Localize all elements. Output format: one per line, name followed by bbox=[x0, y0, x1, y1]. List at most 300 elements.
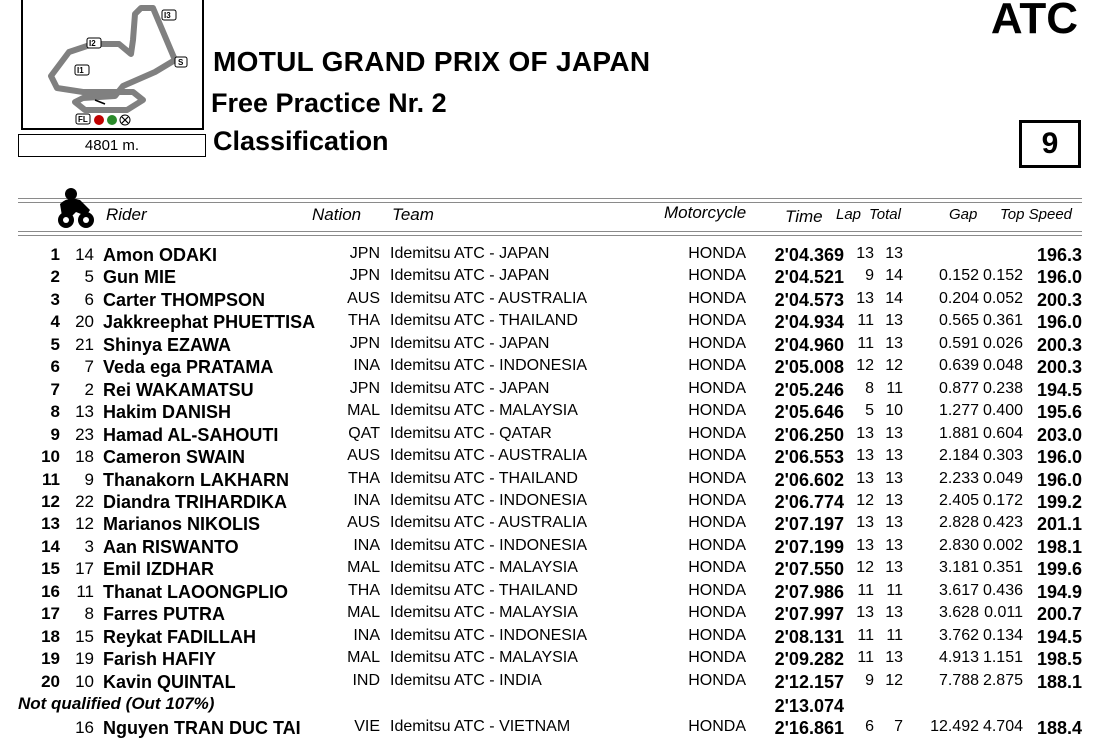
table-row bbox=[0, 492, 1100, 514]
gap-to-previous-cell: 0.400 bbox=[982, 402, 1023, 420]
position-cell: 13 bbox=[41, 514, 60, 534]
header-rule-top-1 bbox=[18, 198, 1082, 199]
table-row bbox=[0, 537, 1100, 559]
rider-number-cell: 5 bbox=[84, 267, 94, 287]
rider-number-cell: 12 bbox=[75, 514, 94, 534]
gap-to-leader-cell: 0.565 bbox=[938, 312, 979, 330]
total-laps-cell: 13 bbox=[885, 514, 903, 532]
motorcycle-cell: HONDA bbox=[688, 469, 746, 487]
table-row bbox=[0, 335, 1100, 357]
rider-number-cell: 10 bbox=[75, 671, 94, 691]
best-lap-cell: 11 bbox=[857, 581, 874, 599]
gap-to-leader-cell: 2.828 bbox=[938, 514, 979, 532]
gap-to-leader-cell: 1.277 bbox=[938, 402, 979, 420]
table-row bbox=[0, 470, 1100, 492]
best-lap-cell: 8 bbox=[865, 379, 874, 397]
best-lap-cell: 13 bbox=[856, 536, 874, 554]
rider-name-cell: Thanat LAOONGPLIO bbox=[103, 581, 289, 602]
top-speed-cell: 196.0 bbox=[1036, 447, 1082, 468]
column-time: Time bbox=[785, 207, 823, 226]
top-speed-cell: 200.3 bbox=[1036, 357, 1082, 378]
motorcycle-cell: HONDA bbox=[688, 267, 746, 285]
track-map-drawing bbox=[23, 0, 202, 128]
nation-cell: MAL bbox=[347, 604, 380, 622]
team-cell: Idemitsu ATC - INDONESIA bbox=[390, 626, 588, 644]
series-name: ATC bbox=[990, 0, 1078, 43]
column-team: Team bbox=[392, 205, 434, 224]
nation-cell: INA bbox=[353, 491, 380, 509]
column-motorcycle: Motorcycle bbox=[664, 203, 747, 222]
total-laps-cell: 13 bbox=[885, 469, 903, 487]
table-row bbox=[0, 718, 1100, 740]
rider-number-cell: 13 bbox=[75, 402, 94, 422]
lap-time-cell: 2'06.602 bbox=[774, 469, 844, 490]
position-cell: 7 bbox=[50, 379, 60, 399]
motorcycle-cell: HONDA bbox=[688, 424, 746, 442]
rider-name-cell: Hakim DANISH bbox=[103, 402, 232, 423]
gap-to-leader-cell: 3.762 bbox=[938, 626, 979, 644]
total-laps-cell: 11 bbox=[886, 581, 903, 599]
best-lap-cell: 13 bbox=[856, 514, 874, 532]
column-nation: Nation bbox=[312, 205, 362, 224]
best-lap-cell: 6 bbox=[865, 718, 874, 735]
position-cell: 10 bbox=[41, 447, 60, 467]
motorcycle-cell: HONDA bbox=[688, 718, 746, 735]
rider-number-cell: 6 bbox=[84, 289, 94, 309]
team-cell: Idemitsu ATC - MALAYSIA bbox=[390, 649, 578, 667]
gap-to-previous-cell: 0.152 bbox=[982, 267, 1023, 285]
gap-to-leader-cell: 0.204 bbox=[938, 289, 979, 307]
total-laps-cell: 14 bbox=[885, 267, 903, 285]
gap-to-previous-cell: 0.052 bbox=[982, 289, 1023, 307]
total-laps-cell: 11 bbox=[886, 379, 903, 397]
gap-to-previous-cell: 2.875 bbox=[982, 671, 1023, 689]
total-laps-cell: 13 bbox=[885, 245, 903, 262]
team-cell: Idemitsu ATC - JAPAN bbox=[390, 334, 550, 352]
lap-time-cell: 2'06.774 bbox=[774, 491, 844, 512]
gap-to-leader-cell: 0.639 bbox=[938, 357, 979, 375]
top-speed-cell: 200.7 bbox=[1036, 604, 1082, 625]
table-row bbox=[0, 582, 1100, 604]
motorcycle-cell: HONDA bbox=[688, 514, 746, 532]
top-speed-cell: 199.2 bbox=[1036, 491, 1082, 512]
motorcycle-cell: HONDA bbox=[688, 357, 746, 375]
best-lap-cell: 11 bbox=[857, 649, 874, 667]
total-laps-cell: 14 bbox=[885, 289, 903, 307]
table-row bbox=[0, 447, 1100, 469]
motorcycle-cell: HONDA bbox=[688, 536, 746, 554]
lap-time-cell: 2'09.282 bbox=[774, 649, 844, 670]
nation-cell: JPN bbox=[349, 379, 380, 397]
total-laps-cell: 10 bbox=[885, 402, 903, 420]
team-cell: Idemitsu ATC - JAPAN bbox=[390, 379, 550, 397]
total-laps-cell: 7 bbox=[894, 718, 903, 735]
lap-time-cell: 2'04.934 bbox=[774, 312, 844, 333]
header-rule-bottom-1 bbox=[18, 231, 1082, 232]
nation-cell: THA bbox=[348, 469, 380, 487]
team-cell: Idemitsu ATC - INDIA bbox=[390, 671, 542, 689]
team-cell: Idemitsu ATC - MALAYSIA bbox=[390, 559, 578, 577]
best-lap-cell: 11 bbox=[857, 312, 874, 330]
red-light-icon bbox=[94, 115, 104, 125]
gap-to-leader-cell: 2.830 bbox=[938, 536, 979, 554]
motorcycle-cell: HONDA bbox=[688, 289, 746, 307]
team-cell: Idemitsu ATC - MALAYSIA bbox=[390, 402, 578, 420]
nation-cell: MAL bbox=[347, 649, 380, 667]
motorcycle-cell: HONDA bbox=[688, 379, 746, 397]
nation-cell: THA bbox=[348, 312, 380, 330]
nation-cell: INA bbox=[353, 626, 380, 644]
gap-to-previous-cell: 0.002 bbox=[982, 536, 1023, 554]
top-speed-cell: 188.4 bbox=[1036, 718, 1082, 738]
best-lap-cell: 13 bbox=[856, 424, 874, 442]
lap-time-cell: 2'04.573 bbox=[774, 289, 844, 310]
top-speed-cell: 196.3 bbox=[1036, 245, 1082, 265]
best-lap-cell: 11 bbox=[857, 334, 874, 352]
rider-number-cell: 21 bbox=[75, 334, 94, 354]
rider-number-cell: 8 bbox=[84, 604, 94, 624]
event-title: MOTUL GRAND PRIX OF JAPAN bbox=[213, 46, 651, 77]
gap-to-previous-cell: 0.011 bbox=[984, 604, 1023, 622]
lap-time-cell: 2'16.861 bbox=[774, 718, 844, 738]
position-cell: 15 bbox=[41, 559, 60, 579]
table-row bbox=[0, 402, 1100, 424]
lap-time-cell: 2'05.008 bbox=[774, 357, 844, 378]
team-cell: Idemitsu ATC - THAILAND bbox=[390, 469, 578, 487]
motorcycle-cell: HONDA bbox=[688, 402, 746, 420]
best-lap-cell: 13 bbox=[856, 604, 874, 622]
nation-cell: JPN bbox=[349, 334, 380, 352]
top-speed-cell: 196.0 bbox=[1036, 267, 1082, 288]
rider-name-cell: Farish HAFIY bbox=[103, 649, 217, 670]
top-speed-cell: 203.0 bbox=[1036, 424, 1082, 445]
rider-name-cell: Aan RISWANTO bbox=[103, 536, 239, 557]
lap-time-cell: 2'12.157 bbox=[774, 671, 844, 692]
table-row bbox=[0, 357, 1100, 379]
lap-time-cell: 2'07.199 bbox=[774, 536, 844, 557]
motorcycle-rider-icon bbox=[54, 186, 98, 230]
header-rule-top-2 bbox=[18, 202, 1082, 203]
team-cell: Idemitsu ATC - THAILAND bbox=[390, 581, 578, 599]
rider-number-cell: 14 bbox=[75, 245, 94, 264]
rider-number-cell: 20 bbox=[75, 312, 94, 332]
gap-to-previous-cell: 0.238 bbox=[982, 379, 1023, 397]
table-row bbox=[0, 627, 1100, 649]
nation-cell: INA bbox=[353, 357, 380, 375]
nation-cell: VIE bbox=[354, 718, 380, 735]
gap-to-leader-cell: 7.788 bbox=[938, 671, 979, 689]
track-label-i3: I3 bbox=[164, 11, 171, 20]
lap-time-cell: 2'04.960 bbox=[774, 334, 844, 355]
track-label-i2: I2 bbox=[89, 39, 96, 48]
gap-to-leader-cell: 3.181 bbox=[938, 559, 979, 577]
total-laps-cell: 13 bbox=[885, 447, 903, 465]
team-cell: Idemitsu ATC - INDONESIA bbox=[390, 357, 588, 375]
total-laps-cell: 13 bbox=[885, 604, 903, 622]
gap-to-previous-cell: 0.303 bbox=[982, 447, 1023, 465]
motorcycle-cell: HONDA bbox=[688, 604, 746, 622]
best-lap-cell: 9 bbox=[865, 267, 874, 285]
rider-number-cell: 22 bbox=[75, 491, 94, 511]
position-cell: 1 bbox=[50, 245, 60, 264]
column-gap: Gap bbox=[949, 206, 978, 223]
rider-name-cell: Diandra TRIHARDIKA bbox=[103, 491, 288, 512]
gap-to-leader-cell: 0.152 bbox=[938, 267, 979, 285]
position-cell: 12 bbox=[41, 491, 60, 511]
team-cell: Idemitsu ATC - JAPAN bbox=[390, 267, 550, 285]
lap-time-cell: 2'07.550 bbox=[774, 559, 844, 580]
motorcycle-cell: HONDA bbox=[688, 626, 746, 644]
rider-name-cell: Jakkreephat PHUETTISA bbox=[103, 312, 316, 333]
rider-number-cell: 23 bbox=[75, 424, 94, 444]
rider-name-cell: Thanakorn LAKHARN bbox=[103, 469, 290, 490]
track-label-fl: FL bbox=[78, 115, 88, 124]
team-cell: Idemitsu ATC - THAILAND bbox=[390, 312, 578, 330]
position-cell: 20 bbox=[41, 671, 60, 691]
position-cell: 2 bbox=[50, 267, 60, 287]
total-laps-cell: 13 bbox=[885, 559, 903, 577]
rider-number-cell: 15 bbox=[75, 626, 94, 646]
lap-time-cell: 2'04.369 bbox=[774, 245, 844, 265]
lap-time-cell: 2'05.646 bbox=[774, 402, 844, 423]
gap-to-previous-cell: 0.172 bbox=[982, 491, 1023, 509]
total-laps-cell: 11 bbox=[886, 626, 903, 644]
motorcycle-cell: HONDA bbox=[688, 312, 746, 330]
rider-number-cell: 9 bbox=[84, 469, 94, 489]
best-lap-cell: 12 bbox=[856, 357, 874, 375]
position-cell: 19 bbox=[41, 649, 60, 669]
gap-to-previous-cell: 1.151 bbox=[982, 649, 1023, 667]
motorcycle-cell: HONDA bbox=[688, 334, 746, 352]
gap-to-previous-cell: 0.026 bbox=[982, 334, 1023, 352]
total-laps-cell: 13 bbox=[885, 536, 903, 554]
position-cell: 8 bbox=[50, 402, 60, 422]
motorcycle-cell: HONDA bbox=[688, 491, 746, 509]
position-cell: 5 bbox=[50, 334, 60, 354]
top-speed-cell: 194.9 bbox=[1036, 581, 1082, 602]
total-laps-cell: 12 bbox=[885, 671, 903, 689]
position-cell: 14 bbox=[41, 536, 60, 556]
total-laps-cell: 13 bbox=[885, 334, 903, 352]
table-row bbox=[0, 380, 1100, 402]
rider-name-cell: Marianos NIKOLIS bbox=[103, 514, 261, 535]
top-speed-cell: 198.5 bbox=[1036, 649, 1082, 670]
rider-name-cell: Veda ega PRATAMA bbox=[103, 357, 274, 378]
green-light-icon bbox=[107, 115, 117, 125]
rider-number-cell: 17 bbox=[75, 559, 94, 579]
nation-cell: QAT bbox=[348, 424, 380, 442]
rider-number-cell: 16 bbox=[75, 718, 94, 737]
total-laps-cell: 13 bbox=[885, 649, 903, 667]
team-cell: Idemitsu ATC - QATAR bbox=[390, 424, 552, 442]
rider-name-cell: Kavin QUINTAL bbox=[103, 671, 236, 692]
lap-time-cell: 2'06.250 bbox=[774, 424, 844, 445]
nation-cell: JPN bbox=[349, 267, 380, 285]
gap-to-previous-cell: 0.436 bbox=[982, 581, 1023, 599]
gap-to-previous-cell: 0.134 bbox=[982, 626, 1023, 644]
lap-time-cell: 2'07.197 bbox=[774, 514, 844, 535]
best-lap-cell: 13 bbox=[856, 289, 874, 307]
position-cell: 18 bbox=[41, 626, 60, 646]
rider-number-cell: 3 bbox=[84, 536, 94, 556]
best-lap-cell: 5 bbox=[865, 402, 874, 420]
rider-name-cell: Shinya EZAWA bbox=[103, 334, 232, 355]
nation-cell: MAL bbox=[347, 402, 380, 420]
position-cell: 17 bbox=[41, 604, 60, 624]
column-lap: Lap bbox=[836, 206, 862, 223]
nation-cell: INA bbox=[353, 536, 380, 554]
total-laps-cell: 13 bbox=[885, 491, 903, 509]
rider-name-cell: Amon ODAKI bbox=[103, 245, 217, 265]
team-cell: Idemitsu ATC - MALAYSIA bbox=[390, 604, 578, 622]
best-lap-cell: 13 bbox=[856, 447, 874, 465]
table-row bbox=[0, 312, 1100, 334]
motorcycle-cell: HONDA bbox=[688, 447, 746, 465]
position-cell: 16 bbox=[41, 581, 60, 601]
gap-to-previous-cell: 0.604 bbox=[982, 424, 1023, 442]
top-speed-cell: 196.0 bbox=[1036, 469, 1082, 490]
not-qualified-label: Not qualified (Out 107%) bbox=[18, 694, 215, 713]
team-cell: Idemitsu ATC - AUSTRALIA bbox=[390, 514, 588, 532]
position-cell: 4 bbox=[50, 312, 60, 332]
lap-time-cell: 2'04.521 bbox=[774, 267, 844, 288]
team-cell: Idemitsu ATC - VIETNAM bbox=[390, 718, 571, 735]
rider-name-cell: Carter THOMPSON bbox=[103, 289, 266, 310]
best-lap-cell: 12 bbox=[856, 491, 874, 509]
qualifying-cutoff-time: 2'13.074 bbox=[774, 696, 844, 716]
team-cell: Idemitsu ATC - INDONESIA bbox=[390, 491, 588, 509]
table-row bbox=[0, 290, 1100, 312]
document-title: Classification bbox=[213, 126, 389, 156]
position-cell: 3 bbox=[50, 289, 60, 309]
motorcycle-cell: HONDA bbox=[688, 581, 746, 599]
gap-to-previous-cell: 0.361 bbox=[982, 312, 1023, 330]
table-row bbox=[0, 514, 1100, 536]
gap-to-leader-cell: 2.405 bbox=[938, 491, 979, 509]
header-rule-bottom-2 bbox=[18, 235, 1082, 236]
top-speed-cell: 194.5 bbox=[1036, 626, 1082, 647]
lap-time-cell: 2'05.246 bbox=[774, 379, 844, 400]
best-lap-cell: 9 bbox=[865, 671, 874, 689]
gap-to-previous-cell: 0.351 bbox=[982, 559, 1023, 577]
motorcycle-cell: HONDA bbox=[688, 649, 746, 667]
gap-to-leader-cell: 3.617 bbox=[938, 581, 979, 599]
rider-number-cell: 11 bbox=[76, 581, 94, 601]
gap-to-leader-cell: 2.184 bbox=[938, 447, 979, 465]
total-laps-cell: 13 bbox=[885, 312, 903, 330]
team-cell: Idemitsu ATC - AUSTRALIA bbox=[390, 447, 588, 465]
top-speed-cell: 198.1 bbox=[1036, 536, 1082, 557]
total-laps-cell: 12 bbox=[885, 357, 903, 375]
best-lap-cell: 12 bbox=[856, 559, 874, 577]
nation-cell: THA bbox=[348, 581, 380, 599]
best-lap-cell: 13 bbox=[856, 469, 874, 487]
lap-time-cell: 2'07.997 bbox=[774, 604, 844, 625]
rider-name-cell: Rei WAKAMATSU bbox=[103, 379, 254, 400]
rider-number-cell: 18 bbox=[75, 447, 94, 467]
gap-to-previous-cell: 0.423 bbox=[982, 514, 1023, 532]
top-speed-cell: 201.1 bbox=[1036, 514, 1082, 535]
nation-cell: JPN bbox=[349, 245, 380, 262]
nation-cell: AUS bbox=[347, 289, 380, 307]
table-row bbox=[0, 267, 1100, 289]
table-row bbox=[0, 425, 1100, 447]
track-label-i1: I1 bbox=[77, 66, 84, 75]
top-speed-cell: 194.5 bbox=[1036, 379, 1082, 400]
gap-to-previous-cell: 0.049 bbox=[982, 469, 1023, 487]
rider-number-cell: 2 bbox=[84, 379, 94, 399]
position-cell: 6 bbox=[50, 357, 60, 377]
gap-to-leader-cell: 0.591 bbox=[938, 334, 979, 352]
nation-cell: IND bbox=[352, 671, 380, 689]
team-cell: Idemitsu ATC - JAPAN bbox=[390, 245, 550, 262]
page-number: 9 bbox=[1019, 120, 1081, 168]
gap-to-previous-cell: 0.048 bbox=[982, 357, 1023, 375]
gap-to-leader-cell: 4.913 bbox=[938, 649, 979, 667]
lap-time-cell: 2'07.986 bbox=[774, 581, 844, 602]
rider-number-cell: 7 bbox=[84, 357, 94, 377]
best-lap-cell: 13 bbox=[856, 245, 874, 262]
rider-name-cell: Emil IZDHAR bbox=[103, 559, 215, 580]
column-rider: Rider bbox=[106, 205, 147, 224]
rider-name-cell: Reykat FADILLAH bbox=[103, 626, 257, 647]
rider-name-cell: Hamad AL-SAHOUTI bbox=[103, 424, 279, 445]
gap-to-leader-cell: 12.492 bbox=[930, 718, 979, 735]
team-cell: Idemitsu ATC - AUSTRALIA bbox=[390, 289, 588, 307]
team-cell: Idemitsu ATC - INDONESIA bbox=[390, 536, 588, 554]
table-row bbox=[0, 672, 1100, 694]
position-cell: 9 bbox=[50, 424, 60, 444]
rider-name-cell: Gun MIE bbox=[103, 267, 176, 288]
table-row bbox=[0, 559, 1100, 581]
motorcycle-cell: HONDA bbox=[688, 559, 746, 577]
rider-name-cell: Cameron SWAIN bbox=[103, 447, 246, 468]
top-speed-cell: 196.0 bbox=[1036, 312, 1082, 333]
position-cell: 11 bbox=[42, 469, 60, 489]
nation-cell: AUS bbox=[347, 447, 380, 465]
gap-to-leader-cell: 3.628 bbox=[938, 604, 979, 622]
nation-cell: AUS bbox=[347, 514, 380, 532]
motorcycle-cell: HONDA bbox=[688, 245, 746, 262]
track-label-s: S bbox=[178, 58, 184, 67]
table-row bbox=[0, 245, 1100, 267]
rider-number-cell: 19 bbox=[75, 649, 94, 669]
top-speed-cell: 200.3 bbox=[1036, 334, 1082, 355]
table-row bbox=[0, 649, 1100, 671]
session-title: Free Practice Nr. 2 bbox=[211, 88, 447, 118]
best-lap-cell: 11 bbox=[857, 626, 874, 644]
motorcycle-cell: HONDA bbox=[688, 671, 746, 689]
column-top-speed: Top Speed bbox=[1000, 206, 1073, 223]
lap-time-cell: 2'06.553 bbox=[774, 447, 844, 468]
rider-name-cell: Farres PUTRA bbox=[103, 604, 226, 625]
gap-to-leader-cell: 0.877 bbox=[938, 379, 979, 397]
nation-cell: MAL bbox=[347, 559, 380, 577]
rider-name-cell: Nguyen TRAN DUC TAI bbox=[103, 718, 301, 738]
top-speed-cell: 199.6 bbox=[1036, 559, 1082, 580]
lap-time-cell: 2'08.131 bbox=[774, 626, 844, 647]
column-total: Total bbox=[869, 206, 901, 223]
total-laps-cell: 13 bbox=[885, 424, 903, 442]
top-speed-cell: 200.3 bbox=[1036, 289, 1082, 310]
top-speed-cell: 188.1 bbox=[1036, 671, 1082, 692]
gap-to-previous-cell: 4.704 bbox=[982, 718, 1023, 735]
top-speed-cell: 195.6 bbox=[1036, 402, 1082, 423]
gap-to-leader-cell: 1.881 bbox=[938, 424, 979, 442]
table-row bbox=[0, 604, 1100, 626]
gap-to-leader-cell: 2.233 bbox=[938, 469, 979, 487]
track-length: 4801 m. bbox=[18, 134, 206, 157]
